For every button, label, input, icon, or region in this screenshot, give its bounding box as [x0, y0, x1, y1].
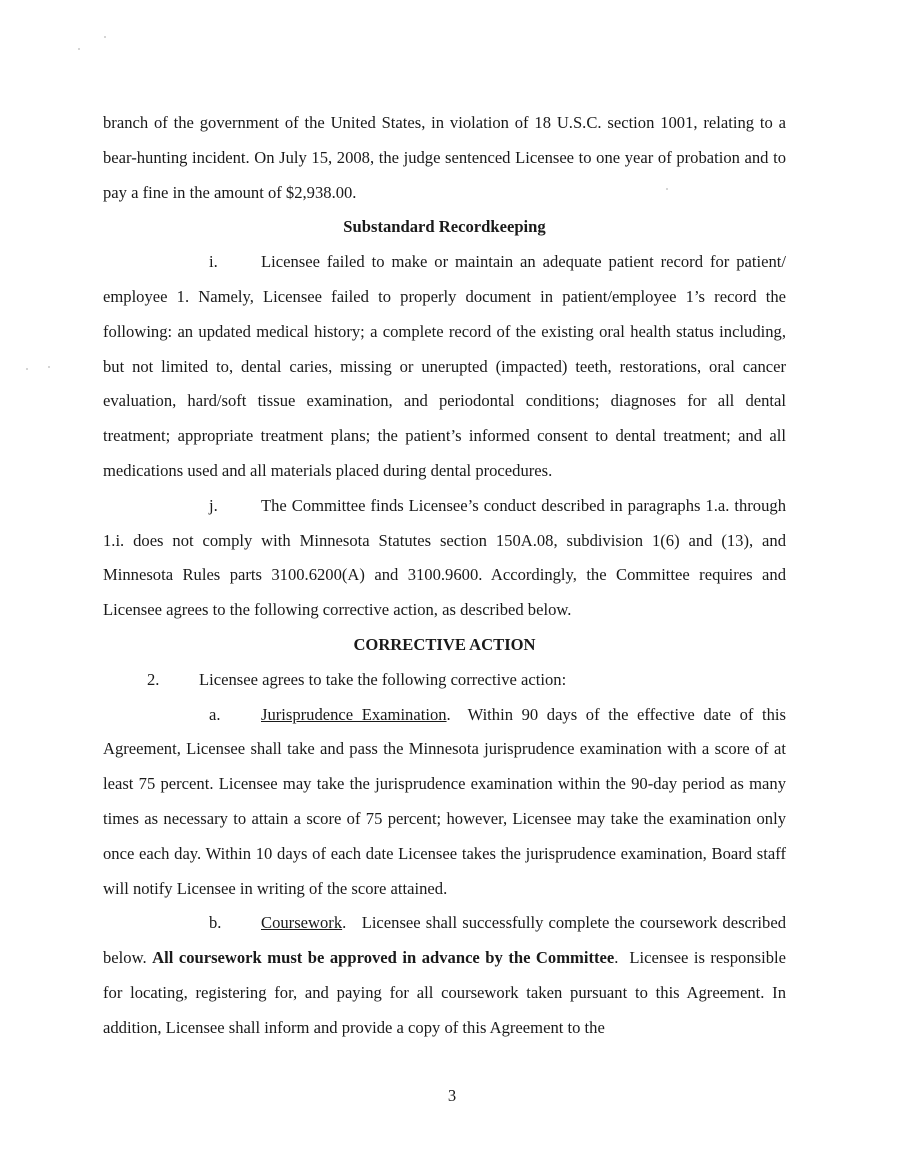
- item-text: Within 90 days of the effective date of this Agreement, Licensee shall take and pass the Minnesota jurisprudence examination with a score of at least 75 percent. Licensee may take the jurisprudence examination within the 90-day period as many times as necessary to attain a score of 75 percent; however, Licensee may take the examination only once each day. Within 10 days of each date Licensee takes the jurisprudence examination, Board staff will notify Licensee in writing of the score attained.: [103, 704, 786, 898]
- paragraph-item-i: [103, 245, 786, 489]
- item-marker: j.: [209, 495, 218, 515]
- item-title: Coursework: [261, 913, 343, 933]
- item-marker: i.: [209, 252, 218, 272]
- section-heading-substandard: Substandard Recordkeeping: [343, 217, 546, 237]
- scan-speck: [104, 36, 106, 38]
- item-marker: a.: [209, 704, 221, 724]
- item-bold-text: All coursework must be approved in advance by the Committee: [152, 948, 615, 968]
- paragraph-item-2: [103, 663, 786, 698]
- scan-speck: [26, 368, 28, 370]
- item-marker: 2.: [147, 669, 160, 689]
- page-number: 3: [447, 1086, 457, 1105]
- paragraph-continuation: branch of the government of the United States, in violation of 18 U.S.C. section 1001, relating to a bear-hunting incident. On July 15, 2008, the judge sentenced Licensee to one year of probation and to pay a fine in the amount of $2,938.00.: [103, 113, 786, 202]
- paragraph-item-b: b. Coursework. Licensee shall successfully complete the coursework described below. All coursework must be approved in advance by the Committee. Licensee is responsible for locating, registering for, and paying for all coursework taken pursuant to this Agreement. In addition, Licensee shall inform and provide a copy of this Agreement to the: [103, 906, 786, 1045]
- item-text: The Committee finds Licensee’s conduct described in paragraphs 1.a. through 1.i. does not comply with Minnesota Statutes section 150A.08, subdivision 1(6) and (13), and Minnesota Rules parts 3100.6200(A) and 3100.9600. Accordingly, the Committee requires and Licensee agrees to the following corrective action, as described below.: [103, 495, 786, 620]
- item-marker: b.: [209, 913, 222, 933]
- item-text: Licensee agrees to take the following corrective action:: [199, 669, 567, 689]
- document-body: [103, 106, 786, 1046]
- item-text: Licensee failed to make or maintain an adequate patient record for patient/ employee 1. Namely, Licensee failed to properly document in patient/employee 1’s record the following: an updated medical history; a complete record of the existing oral health status including, but not limited to, dental caries, missing or unerupted (impacted) teeth, restorations, oral cancer evaluation, hard/soft tissue examination, and periodontal conditions; diagnoses for all dental treatment; appropriate treatment plans; the patient’s informed consent to dental treatment; and all medications used and all materials placed during dental procedures.: [103, 252, 786, 480]
- paragraph-item-a: a. Jurisprudence Examination. Within 90 days of the effective date of this Agreement, Licensee shall take and pass the Minnesota jurisprudence examination with a score of at least 75 percent. Licensee may take the jurisprudence examination within the 90-day period as many times as necessary to attain a score of 75 percent; however, Licensee may take the examination only once each day. Within 10 days of each date Licensee takes the jurisprudence examination, Board staff will notify Licensee in writing of the score attained.: [103, 698, 786, 907]
- item-text: Licensee shall successfully complete the coursework described below.: [103, 913, 786, 968]
- item-text: Licensee is responsible for locating, registering for, and paying for all coursework taken pursuant to this Agreement. In addition, Licensee shall inform and provide a copy of this Agreement to the: [103, 948, 786, 1037]
- scan-speck: [78, 48, 80, 50]
- paragraph-item-j: [103, 489, 786, 628]
- scan-speck: [48, 366, 50, 368]
- section-heading-corrective-action: CORRECTIVE ACTION: [353, 634, 536, 654]
- item-title: Jurisprudence Examination: [261, 704, 447, 724]
